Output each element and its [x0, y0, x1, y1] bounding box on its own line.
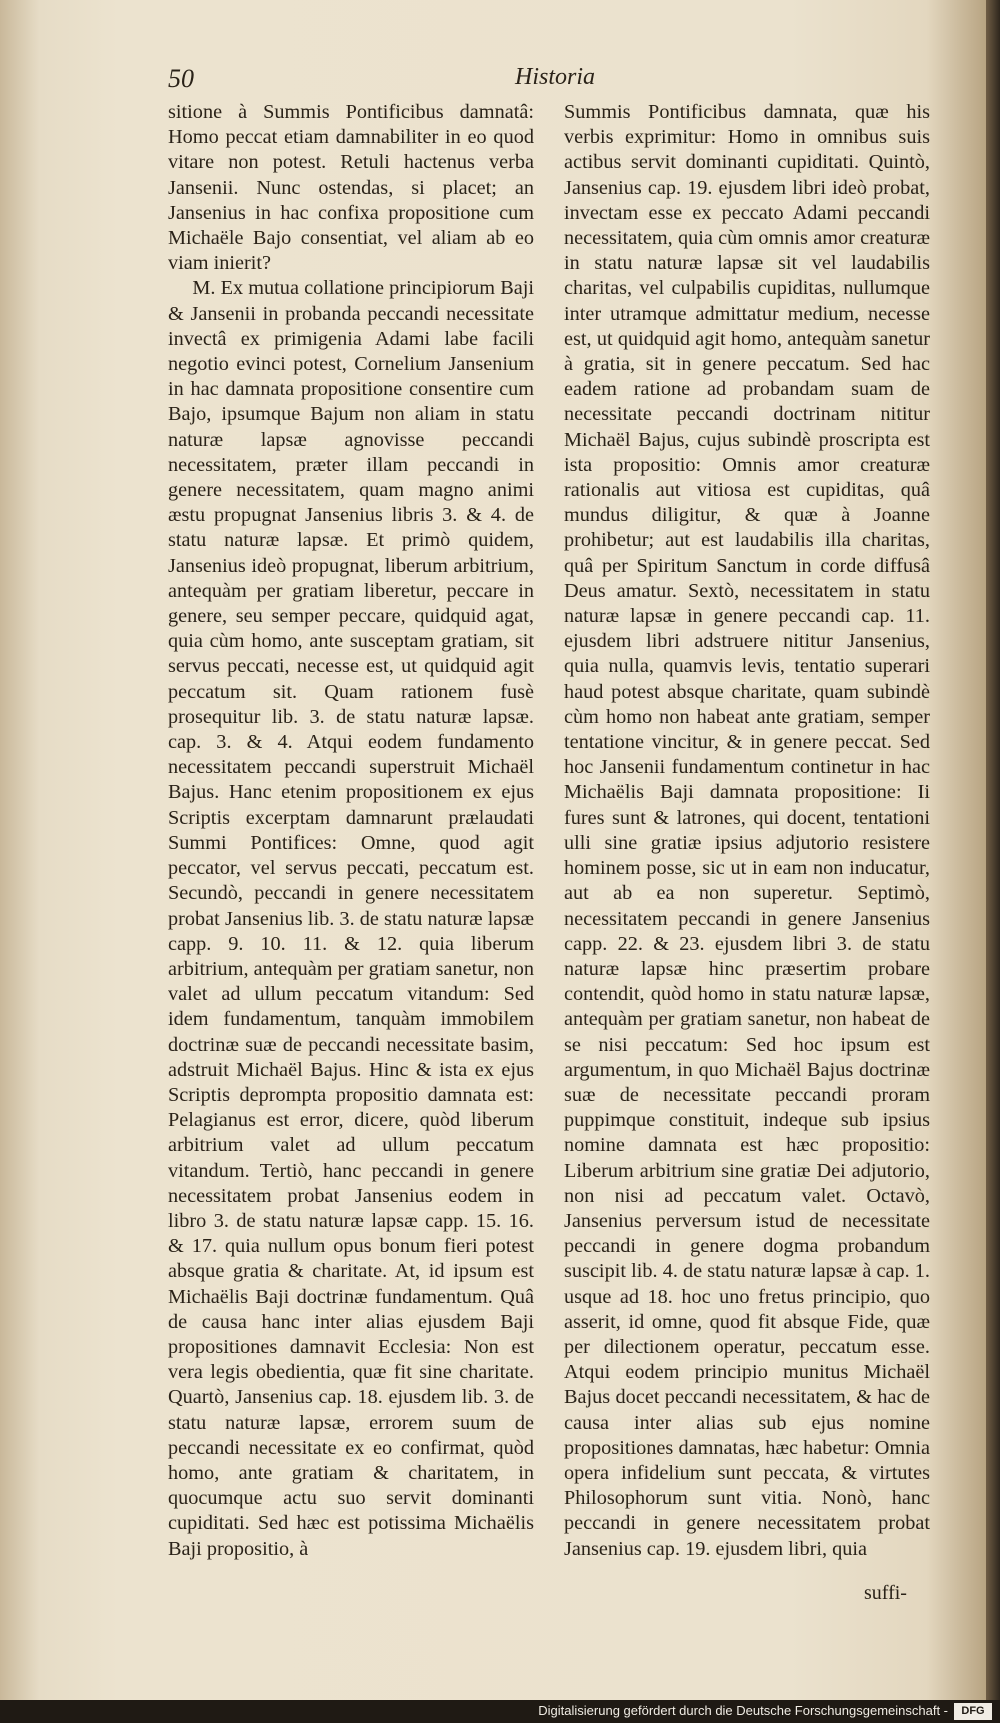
running-title: Historia — [515, 64, 596, 90]
page-number: 50 — [168, 64, 194, 93]
right-column — [564, 100, 930, 1600]
running-head — [0, 64, 986, 104]
page-edge — [986, 0, 1000, 1700]
catchword: suffi- — [864, 1582, 907, 1604]
right-paragraph-1: Summis Pontificibus damnata, quæ his verbis exprimitur: Homo in omnibus suis actibus servit dominanti cupiditati. Quintò, Jansenius cap. 19. ejusdem libri ideò probat, invectam esse ex peccato Adami peccandi necessitatem, quia cùm omnis amor creaturæ in statu naturæ lapsæ sit vel laudabilis charitas, vel culpabilis cupiditas, nullumque inter utramque admittatur medium, necesse est, ut quidquid agit homo, antequàm sanetur à gratia, sit in genere peccatum. Sed hac eadem ratione ad probandam suam de necessitate peccandi doctrinam nititur Michaël Bajus, cujus subindè proscripta est ista propositio: Omnis amor creaturæ rationalis aut vitiosa est cupiditas, quâ mundus diligitur, & quæ à Joanne prohibetur; aut est laudabilis illa charitas, quâ per Spiritum Sanctum in corde diffusâ Deus amatur. Sextò, necessitatem in statu naturæ lapsæ in genere peccandi cap. 11. ejusdem libri adstruere nititur Jansenius, quia nulla, quamvis levis, tentatio superari haud potest absque charitate, quam subindè cùm homo non habeat ante gratiam, semper tentatione vincitur, & in genere peccat. Sed hoc Jansenii fundamentum continetur in hac Michaëlis Baji damnata propositione: Ii fures sunt & latrones, qui docent, tentationi ulli sine gratiæ ipsius adjutorio resistere hominem posse, sic ut in eam non inducatur, aut ab ea non superetur. Septimò, necessitatem peccandi in genere Jansenius capp. 22. & 23. ejusdem libri 3. de statu naturæ lapsæ hinc præsertim probare contendit, quòd homo in statu naturæ lapsæ, antequàm per gratiam sanetur, non habeat de se nisi peccatum: Sed hoc ipsum est argumentum, in quo Michaël Bajus doctrinæ suæ de necessitate peccandi proram puppimque constituit, indeque sub ipsius nomine damnata est hæc propositio: Liberum arbitrium sine gratiæ Dei adjutorio, non nisi ad peccatum valet. Octavò, Jansenius perversum istud de necessitate peccandi in genere dogma probandum suscipit lib. 4. de statu naturæ lapsæ à cap. 1. usque ad 18. hoc uno fretus principio, quo asserit, id omne, quod fit absque Fide, quæ per dilectionem operatur, peccatum esse. Atqui eodem principio munitus Michaël Bajus docet peccandi necessitatem, & hac de causa inter alias sub ejus nomine propositiones damnatas, hæc habetur: Omnia opera infidelium sunt peccata, & virtutes Philosophorum sunt vitia. Nonò, hanc peccandi in genere necessitatem probat Jansenius cap. 19. ejusdem libri, quia — [564, 101, 930, 1560]
digitization-footer — [0, 1700, 1000, 1723]
left-paragraph-2: M. Ex mutua collatione principiorum Baji & Jansenii in probanda peccandi necessitate invectâ ex primigenia Adami labe facili negotio evinci potest, Cornelium Jansenium in hac damnata propositione consentire cum Bajo, ipsumque Bajum non aliam in statu naturæ lapsæ agnovisse peccandi necessitatem, præter illam peccandi in genere necessitatem, quam magno animi æstu propugnat Jansenius libris 3. & 4. de statu naturæ lapsæ. Et primò quidem, Jansenius ideò propugnat, liberum arbitrium, antequàm per gratiam liberetur, peccare in genere, seu semper peccare, quidquid agat, quia cùm homo, ante susceptam gratiam, sit servus peccati, necesse est, ut quidquid agit peccatum sit. Quam rationem fusè prosequitur lib. 3. de statu naturæ lapsæ. cap. 3. & 4. Atqui eodem fundamento necessitatem peccandi superstruit Michaël Bajus. Hanc etenim propositionem ex ejus Scriptis excerptam damnarunt prælaudati Summi Pontifices: Omne, quod agit peccator, vel servus peccati, peccatum est. Secundò, peccandi in genere necessitatem probat Jansenius lib. 3. de statu naturæ lapsæ capp. 9. 10. 11. & 12. quia liberum arbitrium, antequàm per gratiam sanetur, non valet ad ullum peccatum vitandum: Sed idem fundamentum, tanquàm immobilem doctrinæ suæ de peccandi necessitate basim, adstruit Michaël Bajus. Hinc & ista ex ejus Scriptis deprompta propositio damnata est: Pelagianus est error, dicere, quòd liberum arbitrium valet ad ullum peccatum vitandum. Tertiò, hanc peccandi in genere necessitatem probat Jansenius eodem in libro 3. de statu naturæ lapsæ capp. 15. 16. & 17. quia nullum opus bonum fieri potest absque gratia & charitate. At, id ipsum est Michaëlis Baji doctrinæ fundamentum. Quâ de causa hanc inter alias ejusdem Baji propositiones damnavit Ecclesia: Non est vera legis obedientia, quæ fit sine charitate. Quartò, Jansenius cap. 18. ejusdem lib. 3. de statu naturæ lapsæ, errorem suum de peccandi necessitate ex eo confirmat, quòd homo, ante gratiam & charitatem, in quocumque actu suo servit dominanti cupiditati. Sed hæc est potissima Michaëlis Baji propositio, à — [168, 277, 534, 1560]
dfg-logo-icon: DFG — [954, 1703, 992, 1720]
footer-text: Digitalisierung gefördert durch die Deutsche Forschungsgemeinschaft - — [538, 1703, 948, 1718]
left-column — [168, 100, 534, 1580]
left-paragraph-1: sitione à Summis Pontificibus damnatâ: Homo peccat etiam damnabiliter in eo quod vitare non potest. Retuli hactenus verba Jansenii. Nunc ostendas, si placet; an Jansenius in hac confixa propositione cum Michaële Bajo consentiat, vel aliam ab eo viam inierit? — [168, 101, 534, 275]
